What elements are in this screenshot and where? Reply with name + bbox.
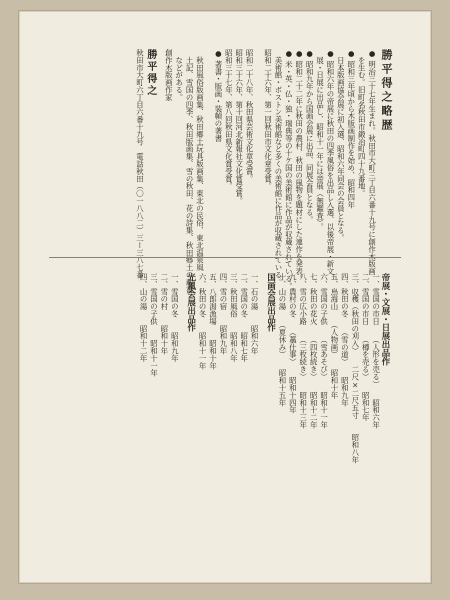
exhibition-lists bbox=[63, 273, 391, 559]
list-item: 六、雪国の子供 （雪あそび） 昭和十一年 bbox=[319, 273, 329, 429]
closing-line: 秋田風俗版画集、秋田郷土玩具版画集、東北の民俗、東北温泉風 bbox=[195, 49, 205, 271]
bio-line: ● 昭和六年の帝展に秋田の四季風俗を出品し入選、以後帝展・新文 bbox=[325, 49, 335, 275]
list-item: 八、雪の広小路 （三枚続き） 昭和十三年 bbox=[298, 273, 308, 429]
bio-line: 展・日展に出品し、昭和十一年には帝展（無鑑査）。 bbox=[315, 49, 325, 231]
list-item: 一、石の湯 昭和六年 bbox=[250, 273, 260, 355]
list-item: 九、農村の冬 （藁仕事） 昭和十四年 bbox=[288, 273, 298, 414]
bio-line: ● 昭和三年頃から木版画制作を始め、昭和四年 bbox=[346, 49, 356, 209]
bio-line: を生む。旧町名秋田市鍛冶町四十九番地。 bbox=[357, 49, 367, 197]
list-item: 四、秋田の冬 （雪の道） 昭和九年 bbox=[340, 273, 350, 407]
list-item: 一、雪国の冬 昭和九年 bbox=[170, 273, 180, 362]
bio-line: 美術館・ボストン美術館など多くの美術館に作品が収蔵されている。 bbox=[273, 49, 283, 286]
biography-title: 勝平得之略歴 bbox=[380, 49, 393, 133]
list-item: 四、雪の宿 昭和九年 bbox=[218, 273, 228, 355]
closing-line: 土記、雪国の四季、秋田版画集、雪の秋田、花の詩集、秋田郷土の蔵書 bbox=[185, 49, 195, 294]
bio-line: ● 昭和九年から国画会展に出品、同展会員となる。 bbox=[305, 49, 315, 224]
list-item: 五、八郎潟漁場 昭和十年 bbox=[208, 273, 218, 370]
list-item: 一、雪国の市日 （人形を売る） 昭和六年 bbox=[371, 273, 381, 429]
closing-line: ● 著書・版画・装幀の著書 bbox=[213, 49, 223, 142]
list-item: 三、収穫（秋田の刈入） 二尺×二尺五寸 昭和八年 bbox=[350, 273, 360, 464]
list-item: 三、秋田風俗 昭和八年 bbox=[229, 273, 239, 362]
award-line: 昭和二十六年、第一回秋田市文化章受賞。 bbox=[263, 49, 273, 190]
author-org: 創作木版画作家 bbox=[164, 49, 174, 101]
list-item: 七、秋田の花火 （四枚続き） 昭和十二年 bbox=[309, 273, 319, 429]
list-heading-teiten: 帝展・文展・日展出品作 bbox=[381, 273, 391, 366]
award-line: 昭和三十六年、第十回河北新報社文化賞受賞。 bbox=[234, 49, 244, 205]
closing-line: などがある。 bbox=[174, 49, 184, 101]
list-item: 二、雪国の市日 （樽を売る） 昭和七年 bbox=[361, 273, 371, 421]
bio-line: ● 米・英・仏・独・瑞典等の十ケ国の美術館に作品が収蔵されている。 bbox=[284, 49, 294, 290]
list-heading-kokuga: 国画会展出品作 bbox=[266, 273, 277, 332]
bio-line: ● 明治三十七年生まれ。秋田市大町三丁目六番十九号に創作木版画 bbox=[367, 49, 377, 275]
list-item: 二、雪国の冬 昭和七年 bbox=[239, 273, 249, 362]
list-item: 五、鳥海山 （人物画） 昭和十年 bbox=[329, 273, 339, 399]
list-item: 二、雪の村 昭和十年 bbox=[159, 273, 169, 355]
author-name: 勝平得之 bbox=[144, 49, 156, 97]
award-line: 昭和三十七年、第八回秋田県文化賞受賞。 bbox=[224, 49, 234, 190]
biography-section bbox=[63, 49, 393, 294]
document-sheet bbox=[18, 10, 432, 584]
list-item: 十、山の湯 （夏休み） 昭和十五年 bbox=[277, 273, 287, 407]
section-divider bbox=[49, 257, 401, 258]
bio-line: ● 昭和二十二年に秋田の農村、秋田の風物を題材にした連作を発表。 bbox=[294, 49, 304, 283]
list-heading-kofu: 光風会展出品作 bbox=[186, 273, 197, 332]
list-item: 四、山の湯 昭和十二年 bbox=[139, 273, 149, 362]
list-item: 三、雪国の子供 昭和十一年 bbox=[149, 273, 159, 377]
author-address: 秋田市大町六丁目六番十九号 電話秋田（〇一八八二）三ー三八七番 bbox=[135, 49, 145, 279]
award-line: 昭和二十八年、秋田県芸術文化章受賞。 bbox=[245, 49, 255, 183]
bio-line: 日本版画協会展に初入選、昭和六年同会の会員となる。 bbox=[336, 49, 346, 242]
list-item: 六、秋田の冬 昭和十一年 bbox=[198, 273, 208, 370]
